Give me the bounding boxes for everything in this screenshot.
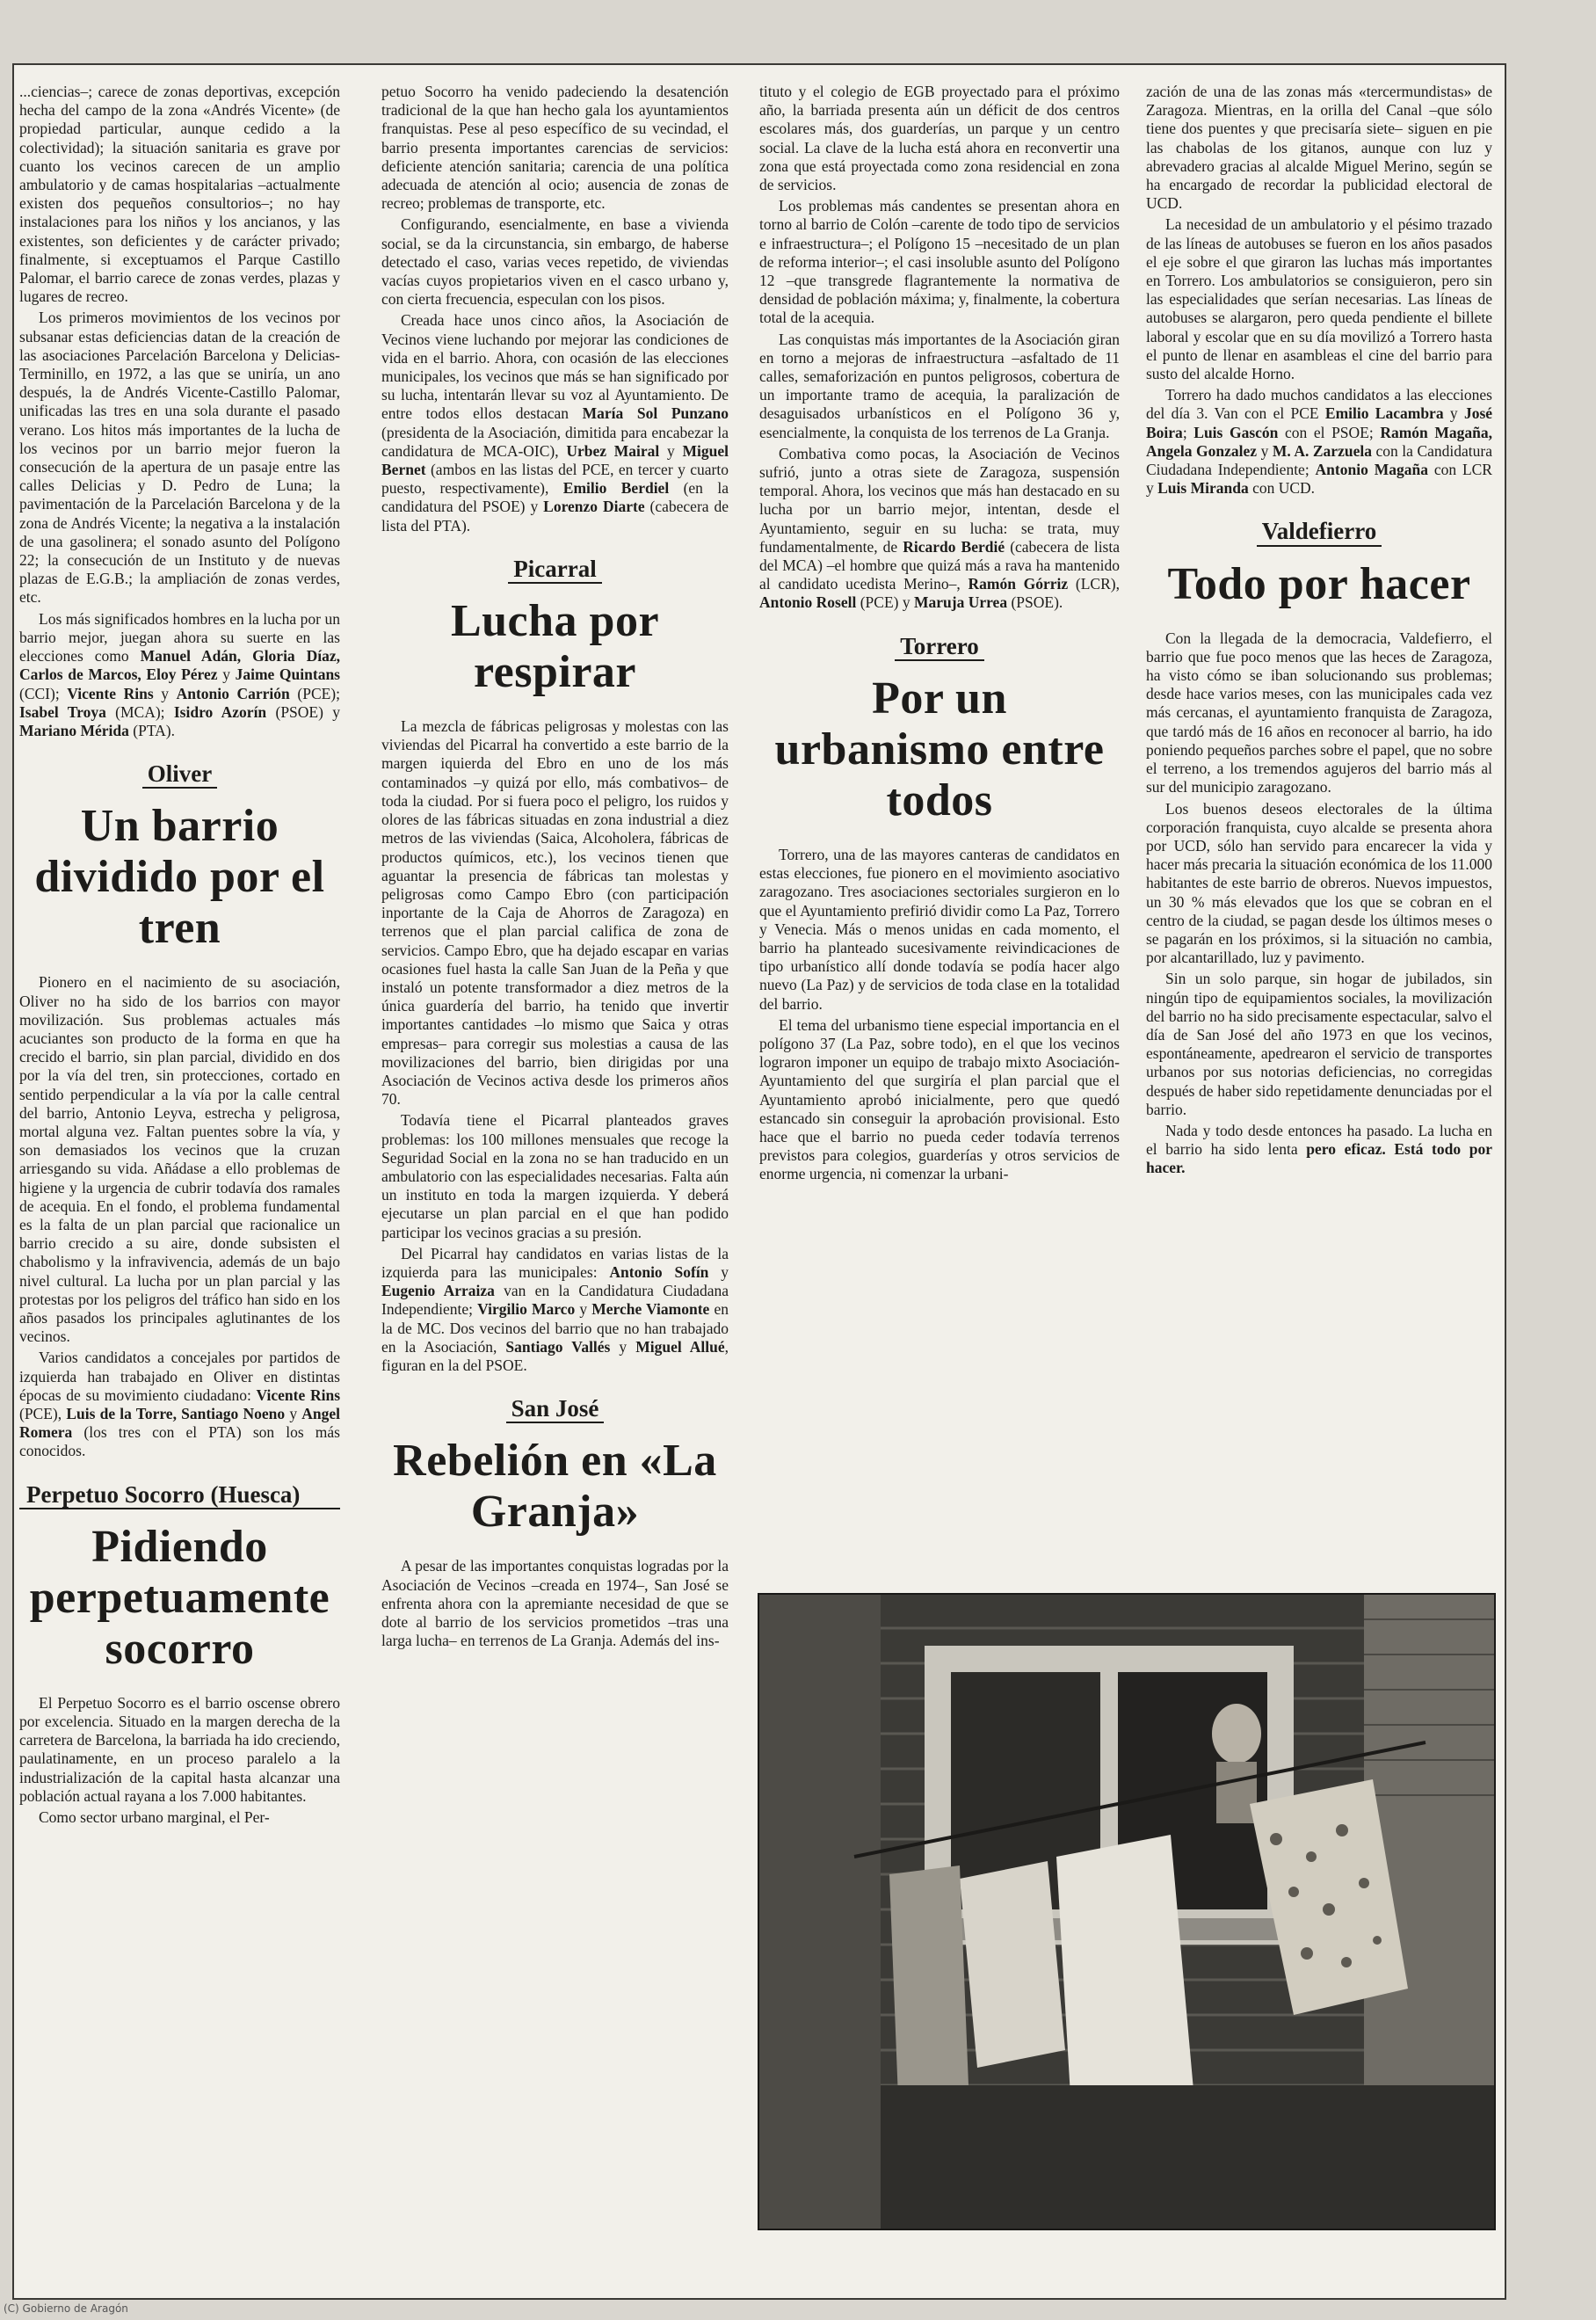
article-paragraph: Configurando, esencialmente, en base a vivienda social, se da la circunstancia, sin embargo, de haberse detectado el caso, varias veces repetido, de viviendas vacías cuyos propietarios viven en el casco urbano y, con cierta frecuencia, especulan con los pisos. — [381, 215, 729, 309]
article-paragraph: La necesidad de un ambulatorio y el pésimo trazado de las líneas de autobuses se fueron en los años pasados el eje sobre el que giraron las luchas más importantes en Torrero. Los ambulatorios se consiguieron, pero sin las especialidades que serían necesarias. Las líneas de autobuses se alargaron, pero queda pendiente el billete laboral y escolar que en su día movilizó a Torrero hasta el punto de llenar en asambleas el cine del barrio para susto del alcalde Horno. — [1146, 215, 1492, 383]
headline-picarral: Lucha por respirar — [450, 596, 660, 698]
column-1 — [19, 83, 340, 1829]
article-paragraph: Los buenos deseos electorales de la última corporación franquista, cuyo alcalde se presenta ahora por UCD, sólo han servido para encarecer la vida y hacer más precaria la situación económica de los 11.000 habitantes de este barrio de obreros. Nuevos impuestos, un 30 % más elevados que los que se cobran en el centro de la ciudad, se pagan desde los últimos meses o se pagarán en los próximos, si la situación no cambia, por alcantarillado, luz y pavimento. — [1146, 799, 1492, 967]
section-kicker-picarral: Picarral — [381, 560, 729, 584]
article-paragraph: Pionero en el nacimiento de su asociación, Oliver no ha sido de los barrios con mayor movilización. Sus problemas actuales más acuciantes son producto de la forma en que ha crecido el barrio, sin plan parcial, dividido en dos por la vía del tren, sin protecciones, cortado en sentido perpendicular a la vía por la calle central del barrio, Antonio Leyva, estrecha y peligrosa, mortal alguna vez. Faltan puentes sobre la vía, y son demasiados los vecinos que la cruzan arriesgando su vida. Añádase a ello problemas de higiene y la urgencia de cubrir todavía dos ramales de acequia. En el fondo, el problema fundamental es la falta de un plan parcial que racionalice un barrio crecido a su aire, donde subsisten el chabolismo y la infravivencia, además de un bajo nivel cultural. La lucha por un plan parcial y las protestas por los peligros del tráfico han sido en los años pasados los principales aglutinantes de los vecinos. — [19, 973, 340, 1346]
headline-san-jose: Rebelión en «La Granja» — [393, 1436, 717, 1538]
headline-oliver: Un barrio dividido por el tren — [34, 801, 325, 954]
article-paragraph: tituto y el colegio de EGB proyectado para el próximo año, la barriada presenta aún un déficit de dos centros escolares más, dos guarderías, un parque y un centro social. La clave de la lucha está ahora en reconvertir una zona que está proyectada como zona residencial en zona de servicios. — [759, 83, 1120, 194]
column-2 — [381, 83, 729, 1653]
article-paragraph: Nada y todo desde entonces ha pasado. La lucha en el barrio ha sido lenta pero eficaz. Está todo por hacer. — [1146, 1121, 1492, 1177]
article-paragraph: Con la llegada de la democracia, Valdefierro, el barrio que fue poco menos que las heces de Zaragoza, ha visto cómo se iban solucionando sus problemas; desde hace varios meses, con las municipales cada vez más cercanas, el ayuntamiento franquista de Zaragoza, que tardó más de 16 años en reconocer al barrio, ha ido poniendo pequeños parches sobre el papel, que no sobre el terreno, a los tremendos agujeros del barrio más al sur del municipio zaragozano. — [1146, 629, 1492, 796]
article-paragraph: Como sector urbano marginal, el Per- — [39, 1808, 270, 1827]
article-paragraph: zación de una de las zonas más «tercermundistas» de Zaragoza. Mientras, en la orilla del Canal –que sólo tiene dos puentes y que precisaría siete– siguen en pie las chabolas de los gitanos, aunque con luz y abrevadero gracias al alcalde Miguel Merino, según se ha encargado de recordar la publicidad electoral de UCD. — [1146, 83, 1492, 213]
article-paragraph: Creada hace unos cinco años, la Asociación de Vecinos viene luchando por mejorar las condiciones de vida en el barrio. Ahora, con ocasión de las elecciones municipales, los vecinos que más se han significado por su lucha, intentarán llevar su voz al Ayuntamiento. De entre todos ellos destacan María Sol Punzano (presidenta de la Asociación, dimitida para encabezar la candidatura de MCA-OIC), Urbez Mairal y Miguel Bernet (ambos en las listas del PCE, en tercer y cuarto puesto, respectivamente), Emilio Berdiel (en la candidatura del PSOE) y Lorenzo Diarte (cabecera de lista del PTA). — [381, 311, 729, 535]
image-credit: (C) Gobierno de Aragón — [4, 2302, 128, 2315]
article-paragraph: La mezcla de fábricas peligrosas y molestas con las viviendas del Picarral ha convertido a este barrio de la margen iquierda del Ebro en uno de los más contaminados –y quizá por ello, más combativos– de toda la ciudad. Por si fuera poco el peligro, los ruidos y olores de las fábricas situadas en zona industrial a diez metros de las viviendas (Saica, Alcoholera, fábricas de productos químicos, etc.), los vecinos tienen que aguantar la presencia de fábricas tan molestas y peligrosas como Campo Ebro (con participación inportante de la Caja de Ahorros de Zaragoza) en terrenos que el plan parcial califica de zona de servicios. Campo Ebro, que ha dejado escapar en varias ocasiones fuel hasta la calle San Juan de la Peña y que instaló un potente transformador a diez metros de la única guardería del barrio, ha tenido que invertir importantes cantidades –lo mismo que Saica y otras empresas– para corregir sus molestias a causa de las movilizaciones del barrio, bien dirigidas por una Asociación de Vecinos activa desde los primeros años 70. — [381, 717, 729, 1109]
article-paragraph: A pesar de las importantes conquistas logradas por la Asociación de Vecinos –creada en 1974–, San José se enfrenta ahora con la apremiante necesidad de que se dote al barrio de los servicios prometidos –tras una larga lucha– en terrenos de La Granja. Además del ins- — [381, 1557, 729, 1650]
article-paragraph: El tema del urbanismo tiene especial importancia en el polígono 37 (La Paz, sobre todo), en el que los vecinos lograron imponer un equipo de trabajo mixto Asociación-Ayuntamiento del que surgiría el plan parcial que el Ayuntamiento aprobó inicialmente, pero que quedó estancado sin conseguir la aprobación provisional. Esto hace que el barrio no pueda ceder todavía terrenos previstos para colegios, guarderías y otros servicios de enorme urgencia, ni comenzar la urbani- — [759, 1015, 1120, 1183]
newspaper-page — [12, 63, 1506, 2300]
article-paragraph: Combativa como pocas, la Asociación de Vecinos sufrió, junto a otras siete de Zaragoza, suspensión temporal. Ahora, los vecinos que más han destacado en su lucha por un barrio mejor, intentan, desde el Ayuntamiento, seguir en su lucha: se trata, muy fundamentalmente, de Ricardo Berdié (cabecera de lista del MCA) –el hombre que quizá más a rava ha mantenido al candidato ucedista Merino–, Ramón Górriz (LCR), Antonio Rosell (PCE) y Maruja Urrea (PSOE). — [759, 444, 1120, 612]
section-kicker-perpetuo-socorro: Perpetuo Socorro (Huesca) — [19, 1486, 340, 1509]
section-kicker-san-jose: San José — [381, 1400, 729, 1423]
photo-illustration — [758, 1593, 1496, 2230]
article-paragraph: Sin un solo parque, sin hogar de jubilados, sin ningún tipo de equipamientos sociales, la movilización del barrio no ha sido precisamente espectacular, salvo el día de San José del año 1973 en que los vecinos, espontáneamente, apedrearon el servicio de transportes urbanos por sus notorias deficiencias, no corregidas después de haber sido repetidamente denunciadas por el barrio. — [1146, 970, 1492, 1118]
article-paragraph: Torrero, una de las mayores canteras de candidatos en estas elecciones, fue pionero en el movimiento asociativo zaragozano. Tres asociaciones sectoriales surgieron en lo que el Ayuntamiento prefirió dividir como La Paz, Torrero y Venecia. Más o menos unidas en cada momento, el barrio ha planteado sucesivamente reivindicaciones de tipo urbanístico allí donde todavía se podía hacer algo nuevo (La Paz) y de servicios de toda clase en la totalidad del barrio. — [759, 845, 1120, 1013]
article-paragraph: Los primeros movimientos de los vecinos por subsanar estas deficiencias datan de la creación de las asociaciones Parcelación Barcelona y Delicias-Terminillo, en 1972, a las que se uniría, un ano después, la de Andrés Vicente-Castillo Palomar, unificadas las tres en una sola durante el pasado verano. Los hitos más importantes de la lucha de los vecinos por un barrio mejor fueron la consecución de la apertura de un pasaje entre las calles Delicias y D. Pedro de Luna; la pavimentación de la Parcelación Barcelona y de la zona de Andrés Vicente; la negativa a la instalación de una gasolinera; el sonado asunto del Polígono 22; la consecución de un Instituto y de nuevas plazas de E.G.B.; la ampliación de zonas verdes, etc. — [19, 309, 340, 607]
headline-torrero: Por un urbanismo entre todos — [774, 673, 1105, 825]
article-paragraph: Los problemas más candentes se presentan ahora en torno al barrio de Colón –carente de todo tipo de servicios e infraestructura–; el Polígono 15 –necesitado de un plan de reforma interior–; el casi insoluble asunto del Polígono 12 –que transgrede flagrantemente la normativa de densidad de población máxima; y, finalmente, la cobertura total de la acequia. — [759, 197, 1120, 327]
news-photo — [758, 1593, 1496, 2230]
article-paragraph: Los más significados hombres en la lucha por un barrio mejor, juegan ahora su suerte en las elecciones como Manuel Adán, Gloria Díaz, Carlos de Marcos, Eloy Pérez y Jaime Quintans (CCI); Vicente Rins y Antonio Carrión (PCE); Isabel Troya (MCA); Isidro Azorín (PSOE) y Mariano Mérida (PTA). — [19, 609, 341, 739]
section-kicker-oliver: Oliver — [19, 765, 340, 789]
section-kicker-torrero: Torrero — [759, 637, 1120, 661]
column-4 — [1146, 83, 1492, 1181]
headline-valdefierro: Todo por hacer — [1167, 558, 1471, 609]
article-paragraph: Las conquistas más importantes de la Asociación giran en torno a mejoras de infraestructura –asfaltado de 11 calles, semaforización en puntos peligrosos, cobertura de un importante tramo de acequia, la paralización de desaguisados urbanísticos en el Polígono 36 y, esencialmente, la conquista de los terrenos de La Granja. — [759, 330, 1120, 441]
article-paragraph: Torrero ha dado muchos candidatos a las elecciones del día 3. Van con el PCE Emilio Lacambra y José Boira; Luis Gascón con el PSOE; Ramón Magaña, Angela Gonzalez y M. A. Zarzuela con la Candidatura Ciudadana Independiente; Antonio Magaña con LCR y Luis Miranda con UCD. — [1146, 386, 1493, 498]
article-paragraph: Del Picarral hay candidatos en varias listas de la izquierda para las municipales: Antonio Sofín y Eugenio Arraiza van en la Candidatura Ciudadana Independiente; Virgilio Marco y Merche Viamonte en la de MC. Dos vecinos del barrio que no han trabajado en la Asociación, Santiago Vallés y Miguel Allué, figuran en la del PSOE. — [381, 1244, 729, 1374]
section-kicker-valdefierro: Valdefierro — [1146, 522, 1492, 546]
article-paragraph: Todavía tiene el Picarral planteados graves problemas: los 100 millones mensuales que recoge la Seguridad Social en la zona no se han traducido en un ambulatorio con las especialidades necesarias. Falta aún un instituto en toda la margen izquierda. Y deberá ejecutarse un plan parcial en el que han podido participar los vecinos gracias a su presión. — [381, 1111, 729, 1241]
article-paragraph: petuo Socorro ha venido padeciendo la desatención tradicional de la que han hecho gala los ayuntamientos franquistas. Pese al peso específico de su vecindad, el barrio presenta importantes carencias de servicios: deficiente atención sanitaria; carencia de una política adecuada de atención al ocio; ausencia de zonas de recreo; problemas de transporte, etc. — [381, 83, 729, 213]
column-3 — [759, 83, 1120, 1187]
article-paragraph: Varios candidatos a concejales por partidos de izquierda han trabajado en Oliver en distintas épocas de su movimiento ciudadano: Vicente Rins (PCE), Luis de la Torre, Santiago Noeno y Angel Romera (los tres con el PTA) son los más conocidos. — [19, 1349, 341, 1460]
headline-perpetuo-socorro: Pidiendo perpetuamente socorro — [29, 1521, 330, 1674]
article-paragraph: ...ciencias–; carece de zonas deportivas, excepción hecha del campo de la zona «Andrés Vicente» (de propiedad particular, aunque cedido a la colectividad); la situación sanitaria es grave por cuanto los vecinos carecen de un amplio ambulatorio y de camas hospitalarias –actualmente existen dos pequeños consultorios–; no hay instalaciones para los niños y los ancianos, y las existentes, son deficientes y de carácter privado; finalmente, si exceptuamos el Parque Castillo Palomar, el barrio carece de zonas verdes, plazas y lugares de recreo. — [19, 83, 340, 306]
article-paragraph: El Perpetuo Socorro es el barrio oscense obrero por excelencia. Situado en la margen derecha de la carretera de Barcelona, la barriada ha ido creciendo, paulatinamente, en un proceso paralelo a la industrialización de la capital hasta alcanzar una población actual rayana a los 7.000 habitantes. — [19, 1693, 340, 1805]
